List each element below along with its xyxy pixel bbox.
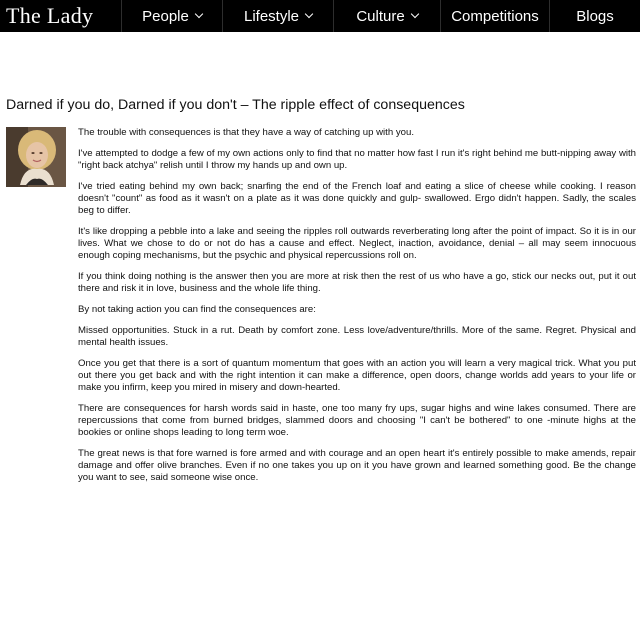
site-logo[interactable]: The Lady — [6, 3, 94, 28]
chevron-down-icon — [410, 10, 418, 18]
paragraph: Missed opportunities. Stuck in a rut. Death by comfort zone. Less love/adventure/thrills. More of the same. Regret. Physical and mental health issues. — [78, 325, 636, 348]
article-text — [78, 127, 636, 484]
top-navigation-bar — [0, 0, 640, 32]
nav-item-blogs[interactable] — [549, 0, 640, 32]
article-title: Darned if you do, Darned if you don't – The ripple effect of consequences — [6, 97, 465, 113]
paragraph: If you think doing nothing is the answer then you are more at risk then the rest of us who have a go, stick our necks out, put it out there and risk it in love, business and the whole life thing. — [78, 271, 636, 294]
nav-item-competitions[interactable] — [440, 0, 549, 32]
nav-item-label: Lifestyle — [243, 7, 300, 25]
paragraph: I've attempted to dodge a few of my own actions only to find that no matter how fast I run it's right behind me butt-nipping away with "right back atchya" relish until I throw my hands up and own up. — [78, 148, 636, 171]
paragraph: By not taking action you can find the consequences are: — [78, 304, 316, 315]
nav-item-lifestyle[interactable] — [222, 0, 333, 32]
nav-item-label: People — [142, 7, 189, 25]
chevron-down-icon — [305, 10, 313, 18]
main-nav — [121, 0, 640, 32]
paragraph: It's like dropping a pebble into a lake and seeing the ripples roll outwards reverberating long after the point of impact. So it is in our lives. What we chose to do or not do has a cause and effect. Neglect, inaction, avoidance, denial – all may seem innocuous enough coping mechanisms, but the psychic and physical repercussions roll on. — [78, 226, 636, 261]
nav-item-people[interactable] — [121, 0, 222, 32]
nav-item-label: Culture — [356, 7, 405, 25]
nav-item-label: Competitions — [451, 7, 539, 25]
article — [0, 96, 640, 484]
paragraph: The great news is that fore warned is fore armed and with courage and an open heart it's entirely possible to make amends, repair damage and offer olive branches. Even if no one takes you up on it you have grown and learned something good. Be the change you want to see, said someone wise once. — [78, 448, 636, 483]
nav-item-label: Blogs — [576, 7, 614, 25]
chevron-down-icon — [195, 10, 203, 18]
paragraph: I've tried eating behind my own back; snarfing the end of the French loaf and eating a slice of cheese while cooking. I reason doesn't "count" as food as it wasn't on a plate as it was done quickly and gulp- swallowed. Ergo didn't happen. Sadly, the scales beg to differ. — [78, 181, 636, 216]
article-body — [6, 127, 634, 484]
paragraph: There are consequences for harsh words said in haste, one too many fry ups, sugar highs and wine lakes consumed. There are repercussions that come from burned bridges, slammed doors and choosing "I can't be bothered" to one -minute highs at the bookies or online shops leading to long term woe. — [78, 403, 636, 438]
nav-item-culture[interactable] — [333, 0, 440, 32]
paragraph: The trouble with consequences is that they have a way of catching up with you. — [78, 127, 414, 138]
author-avatar — [6, 127, 66, 187]
paragraph: Once you get that there is a sort of quantum momentum that goes with an action you will learn a very magical trick. What you put out there you get back and with the right intention it can make a difference, open doors, change worlds add years to your life or make you infirm, keep you mired in misery and down-hearted. — [78, 358, 636, 393]
